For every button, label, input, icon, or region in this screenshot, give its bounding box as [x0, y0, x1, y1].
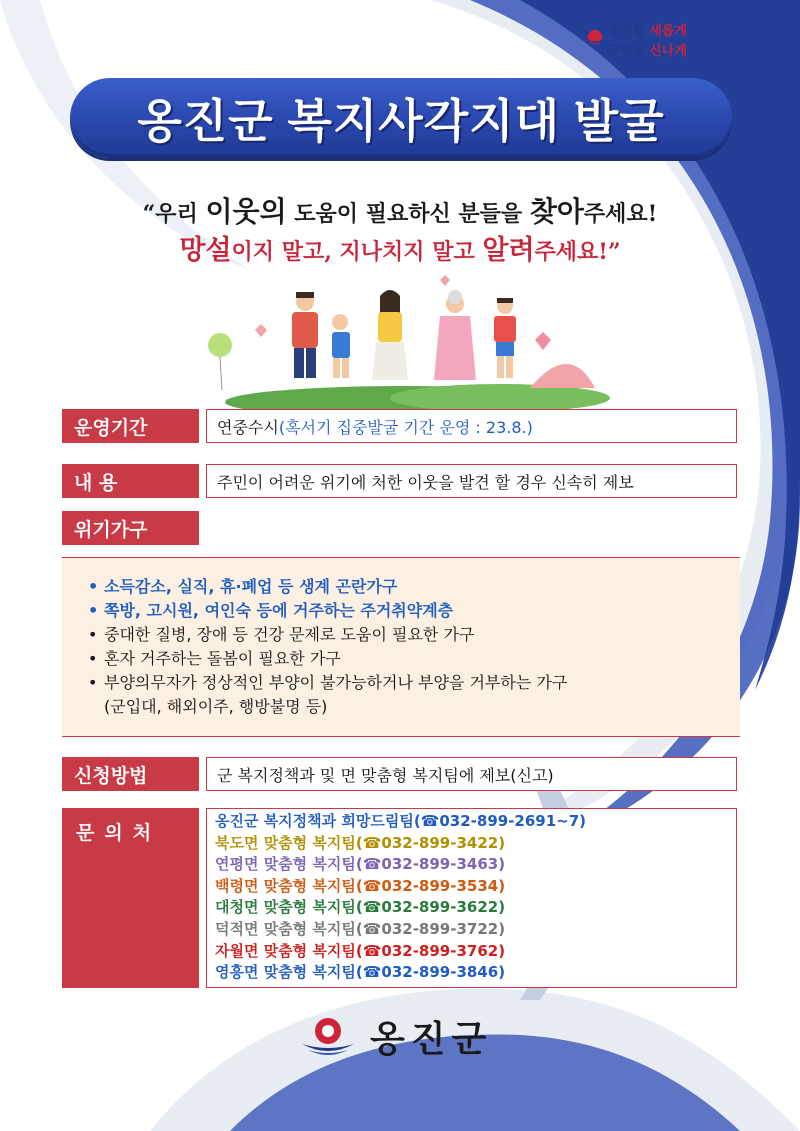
list-item: • 소득감소, 실직, 휴·폐업 등 생계 곤란가구 — [88, 575, 740, 599]
quote-emphasis: 이웃의 — [205, 195, 287, 228]
ongjin-emblem-icon — [300, 1014, 356, 1058]
contact-line: 연평면 맞춤형 복지팀(☎032-899-3463) — [215, 855, 506, 874]
list-item: • 쪽방, 고시원, 여인숙 등에 거주하는 주거취약계층 — [88, 599, 740, 623]
contact-list — [206, 808, 737, 988]
content-label: 내 용 — [62, 464, 199, 498]
slogan-highlight: 새롭게 — [649, 24, 687, 39]
quote-emphasis: 망설 — [179, 235, 232, 266]
contact-line: 영흥면 맞춤형 복지팀(☎032-899-3846) — [215, 963, 506, 982]
quote-line-2 — [0, 228, 800, 267]
contact-line: 북도면 맞춤형 복지팀(☎032-899-3422) — [215, 833, 506, 852]
content-value: 주민이 어려운 위기에 처한 이웃을 발견 할 경우 신속히 제보 — [206, 464, 737, 498]
contact-line: 대청면 맞춤형 복지팀(☎032-899-3622) — [215, 898, 506, 917]
family-illustration — [200, 270, 610, 410]
quote-text: 주세요!” — [534, 239, 621, 265]
quote-text: 도움이 필요하신 분들을 — [286, 201, 530, 227]
list-item: • 중대한 질병, 장애 등 건강 문제로 도움이 필요한 가구 — [88, 623, 740, 647]
quote-emphasis: 알려 — [482, 235, 535, 266]
footer-name: 옹진군 — [370, 1017, 493, 1060]
contact-line: 옹진군 복지정책과 희망드림팀(☎032-899-2691~7) — [215, 812, 587, 830]
apply-label: 신청방법 — [62, 757, 199, 791]
contact-line: 자월면 맞춤형 복지팀(☎032-899-3762) — [215, 941, 506, 960]
swirl-emblem-icon — [585, 28, 605, 48]
list-item: • 부양의무자가 정상적인 부양이 불가능하거나 부양을 거부하는 가구 — [88, 671, 740, 695]
period-label: 운영기간 — [62, 409, 199, 443]
apply-value: 군 복지정책과 및 면 맞춤형 복지팀에 제보(신고) — [206, 757, 737, 791]
quote-emphasis: 찾아 — [529, 195, 584, 228]
crisis-household-list — [62, 557, 740, 737]
slogan-highlight: 신나게 — [649, 44, 687, 59]
contact-label: 문의처 — [62, 808, 199, 988]
slogan-text: 옹진을 — [607, 24, 650, 39]
page-title: 옹진군 복지사각지대 발굴 — [137, 95, 665, 147]
period-value-text: 연중수시 — [217, 417, 279, 437]
slogan-line-2 — [585, 42, 785, 62]
slogan-text: 군민을 — [607, 44, 650, 59]
quote-text: 이지 말고, 지나치지 말고 — [231, 239, 483, 265]
quote-line-1 — [0, 190, 800, 230]
contact-line: 덕적면 맞춤형 복지팀(☎032-899-3722) — [215, 919, 506, 938]
list-item: (군입대, 해외이주, 행방불명 등) — [104, 697, 328, 716]
period-value-note: (혹서기 집중발굴 기간 운영 : 23.8.) — [278, 417, 533, 437]
period-value — [206, 409, 737, 443]
list-item: • 혼자 거주하는 돌봄이 필요한 가구 — [88, 647, 740, 671]
quote-text: 주세요! — [583, 201, 658, 227]
slogan — [585, 22, 785, 62]
crisis-label: 위기가구 — [62, 511, 199, 545]
quote-text: “우리 — [142, 201, 206, 227]
slogan-line-1 — [585, 22, 785, 42]
contact-line: 백령면 맞춤형 복지팀(☎032-899-3534) — [215, 876, 506, 895]
title-banner — [70, 78, 732, 158]
footer-logo — [300, 1008, 520, 1064]
